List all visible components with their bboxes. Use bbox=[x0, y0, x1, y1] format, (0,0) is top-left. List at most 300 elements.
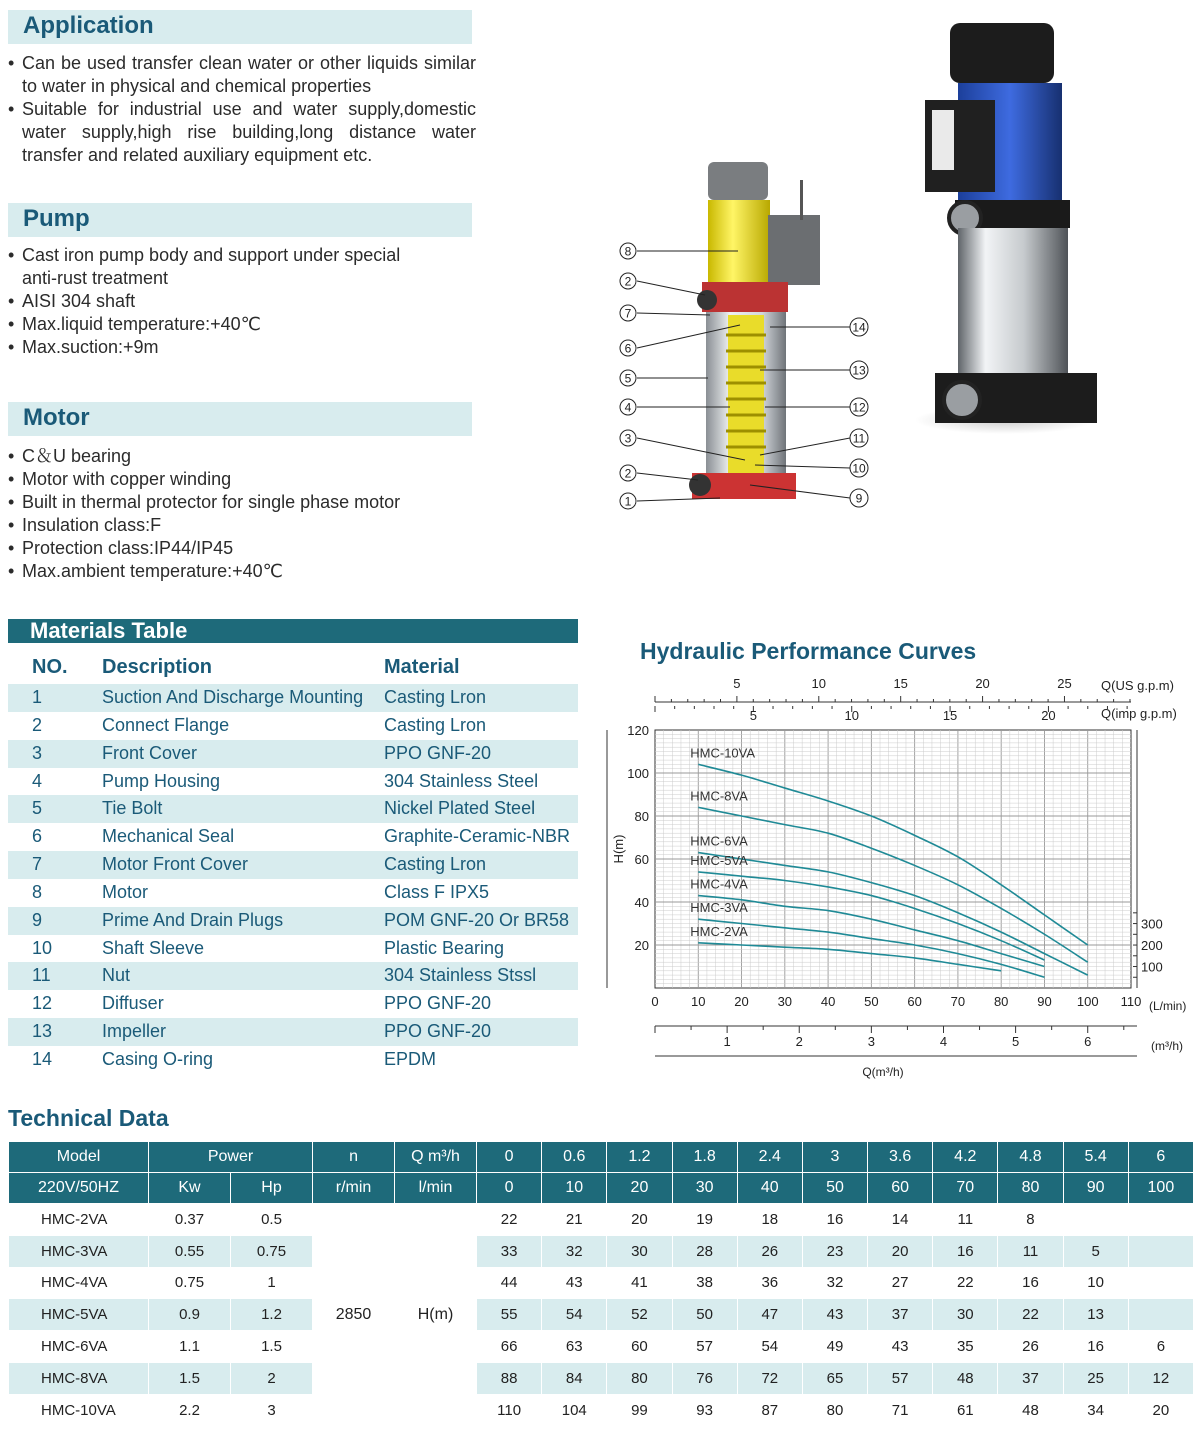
head-value-cell: 37 bbox=[868, 1299, 933, 1331]
series-label: HMC-10VA bbox=[690, 745, 756, 761]
material-no: 8 bbox=[32, 881, 43, 902]
head-value-cell bbox=[1128, 1204, 1193, 1236]
series-label: HMC-8VA bbox=[690, 788, 748, 804]
material-value: PPO GNF-20 bbox=[384, 742, 492, 763]
material-no: 11 bbox=[32, 965, 51, 986]
head-value-cell: 20 bbox=[868, 1235, 933, 1267]
head-value-cell: 43 bbox=[542, 1267, 607, 1299]
head-value-cell: 11 bbox=[933, 1204, 998, 1236]
materials-table-body bbox=[8, 684, 578, 1074]
materials-row bbox=[8, 962, 578, 990]
head-value-cell: 25 bbox=[1063, 1362, 1128, 1394]
callout-6 bbox=[620, 340, 636, 356]
material-value: Casting Lron bbox=[384, 854, 487, 875]
motor-fan-cover bbox=[950, 23, 1054, 83]
material-value: Class F IPX5 bbox=[384, 881, 490, 902]
us-gpm-axis-label: Q(US g.p.m) bbox=[1101, 678, 1174, 693]
callout-label: 14 bbox=[852, 320, 866, 335]
material-value: Casting Lron bbox=[384, 687, 487, 707]
motor-item: • Max.ambient temperature:+40℃ bbox=[8, 560, 476, 583]
material-description: Mechanical Seal bbox=[102, 826, 235, 847]
head-value-cell: 63 bbox=[542, 1331, 607, 1363]
header-cell: 0.6 bbox=[542, 1142, 607, 1173]
m3h-tick-label: 2 bbox=[795, 1034, 803, 1049]
head-value-cell: 34 bbox=[1063, 1394, 1128, 1426]
header-cell: 3.6 bbox=[868, 1142, 933, 1173]
callout-label: 11 bbox=[852, 431, 866, 446]
head-value-cell: 32 bbox=[802, 1267, 867, 1299]
material-description: Prime And Drain Plugs bbox=[102, 909, 284, 930]
material-value: EPDM bbox=[384, 1048, 437, 1069]
header-cell: Model bbox=[9, 1142, 149, 1173]
kw-cell: 0.55 bbox=[149, 1235, 231, 1267]
callout-2 bbox=[620, 273, 636, 289]
head-value-cell: 66 bbox=[477, 1331, 542, 1363]
callout-label: 10 bbox=[852, 461, 866, 476]
callout-label: 9 bbox=[855, 491, 863, 506]
hp-cell: 0.5 bbox=[231, 1204, 313, 1236]
head-value-cell: 18 bbox=[737, 1204, 802, 1236]
y-axis-label: H(m) bbox=[611, 834, 626, 864]
head-value-cell: 26 bbox=[998, 1331, 1063, 1363]
material-description: Diffuser bbox=[102, 993, 164, 1014]
material-description: Pump Housing bbox=[102, 770, 221, 791]
head-value-cell: 16 bbox=[1063, 1331, 1128, 1363]
head-value-cell: 16 bbox=[933, 1235, 998, 1267]
callout-9 bbox=[850, 489, 868, 507]
head-value-cell: 104 bbox=[542, 1394, 607, 1426]
imp-gpm-axis-label: Q(imp g.p.m) bbox=[1101, 706, 1177, 721]
pump-item: • Max.liquid temperature:+40℃ bbox=[8, 313, 438, 336]
callout-11 bbox=[850, 429, 868, 447]
table-row bbox=[9, 1331, 1194, 1363]
head-value-cell: 61 bbox=[933, 1394, 998, 1426]
header-cell: 90 bbox=[1063, 1173, 1128, 1204]
model-cell: HMC-3VA bbox=[9, 1235, 149, 1267]
pump-product-photo bbox=[910, 15, 1110, 435]
header-cell: 6 bbox=[1128, 1142, 1193, 1173]
application-item: • Suitable for industrial use and water supply,domestic water supply,high rise building,long distance water transfer and related auxiliary equipment etc. bbox=[8, 98, 476, 167]
material-value: Graphite-Ceramic-NBR bbox=[384, 826, 571, 847]
material-value: 304 Stainless Steel bbox=[384, 770, 539, 791]
head-value-cell: 35 bbox=[933, 1331, 998, 1363]
head-value-cell: 43 bbox=[802, 1299, 867, 1331]
m3h-tick-label: 6 bbox=[1084, 1034, 1092, 1049]
head-value-cell: 44 bbox=[477, 1267, 542, 1299]
callout-4 bbox=[620, 399, 636, 415]
us-gpm-tick-label: 20 bbox=[975, 676, 990, 691]
material-no: 5 bbox=[32, 798, 43, 819]
motor-body bbox=[708, 200, 770, 282]
pump-item: • Cast iron pump body and support under special anti-rust treatment bbox=[8, 244, 438, 290]
us-gpm-tick-label: 25 bbox=[1057, 676, 1072, 691]
head-value-cell: 80 bbox=[607, 1362, 672, 1394]
motor-item: • Insulation class:F bbox=[8, 514, 476, 537]
suction-port bbox=[944, 382, 980, 418]
head-value-cell: 12 bbox=[1128, 1362, 1193, 1394]
table-row bbox=[9, 1362, 1194, 1394]
head-value-cell: 30 bbox=[607, 1235, 672, 1267]
materials-row bbox=[8, 684, 578, 712]
materials-row bbox=[8, 768, 578, 796]
header-cell: Power bbox=[149, 1142, 313, 1173]
callout-label: 7 bbox=[624, 306, 632, 321]
performance-chart bbox=[600, 668, 1198, 1079]
series-label: HMC-6VA bbox=[690, 833, 748, 849]
header-cell: r/min bbox=[313, 1173, 395, 1204]
materials-row bbox=[8, 823, 578, 851]
x-tick-label: 40 bbox=[820, 994, 836, 1009]
material-description: Casing O-ring bbox=[102, 1048, 214, 1069]
pump-item: • Max.suction:+9m bbox=[8, 336, 438, 359]
head-value-cell: 6 bbox=[1128, 1331, 1193, 1363]
y2-tick-label: 300 bbox=[1141, 916, 1163, 932]
header-cell: 70 bbox=[933, 1173, 998, 1204]
header-cell: 2.4 bbox=[737, 1142, 802, 1173]
table-header-row bbox=[9, 1142, 1194, 1173]
callout-label: 5 bbox=[624, 371, 632, 386]
m3h-tick-label: 1 bbox=[723, 1034, 731, 1049]
head-value-cell: 21 bbox=[542, 1204, 607, 1236]
table-row bbox=[9, 1299, 1194, 1331]
material-description: Front Cover bbox=[102, 742, 198, 763]
head-value-cell: 54 bbox=[737, 1331, 802, 1363]
pump-item: • AISI 304 shaft bbox=[8, 290, 438, 313]
callout-1 bbox=[620, 493, 636, 509]
motor-item: • Protection class:IP44/IP45 bbox=[8, 537, 476, 560]
head-value-cell: 32 bbox=[542, 1235, 607, 1267]
material-no: 3 bbox=[32, 742, 43, 763]
head-value-cell bbox=[1063, 1204, 1128, 1236]
x-tick-label: 50 bbox=[864, 994, 879, 1009]
header-cell: 1.2 bbox=[607, 1142, 672, 1173]
kw-cell: 0.37 bbox=[149, 1204, 231, 1236]
callout-12 bbox=[850, 398, 868, 416]
head-value-cell: 110 bbox=[477, 1394, 542, 1426]
table-row bbox=[9, 1204, 1194, 1236]
header-cell: 0 bbox=[477, 1142, 542, 1173]
callout-label: 3 bbox=[624, 431, 632, 446]
head-value-cell: 65 bbox=[802, 1362, 867, 1394]
materials-row bbox=[8, 1046, 578, 1074]
application-item: • Can be used transfer clean water or other liquids similar to water in physical and chemical properties bbox=[8, 52, 476, 98]
model-cell: HMC-8VA bbox=[9, 1362, 149, 1394]
material-value: 304 Stainless Stssl bbox=[384, 965, 537, 986]
head-value-cell: 55 bbox=[477, 1299, 542, 1331]
callout-3 bbox=[620, 430, 636, 446]
head-value-cell: 20 bbox=[1128, 1394, 1193, 1426]
materials-table-header bbox=[8, 656, 578, 684]
callout-8 bbox=[620, 243, 636, 259]
hp-cell: 1.5 bbox=[231, 1331, 313, 1363]
motor-item: • C＆U bearing bbox=[8, 445, 476, 468]
technical-data-title: Technical Data bbox=[8, 1105, 169, 1131]
header-cell: 0 bbox=[477, 1173, 542, 1204]
hp-cell: 3 bbox=[231, 1394, 313, 1426]
callout-label: 2 bbox=[624, 466, 632, 481]
kw-cell: 2.2 bbox=[149, 1394, 231, 1426]
x-tick-label: 0 bbox=[651, 994, 659, 1009]
header-cell: 40 bbox=[737, 1173, 802, 1204]
callout-5 bbox=[620, 370, 636, 386]
x-tick-label: 110 bbox=[1120, 994, 1142, 1009]
material-no: 9 bbox=[32, 909, 43, 930]
head-value-cell: 26 bbox=[737, 1235, 802, 1267]
head-value-cell: 52 bbox=[607, 1299, 672, 1331]
callout-label: 8 bbox=[624, 244, 632, 259]
material-value: PPO GNF-20 bbox=[384, 1021, 492, 1042]
header-cell: l/min bbox=[395, 1173, 477, 1204]
y-tick-label: 40 bbox=[634, 895, 649, 910]
header-material: Material bbox=[384, 656, 460, 678]
callout-label: 13 bbox=[852, 363, 866, 378]
head-value-cell: 33 bbox=[477, 1235, 542, 1267]
head-value-cell: 22 bbox=[998, 1299, 1063, 1331]
head-value-cell: 57 bbox=[868, 1362, 933, 1394]
x-tick-label: 100 bbox=[1076, 994, 1099, 1009]
callout-13 bbox=[850, 361, 868, 379]
head-value-cell: 48 bbox=[998, 1394, 1063, 1426]
material-value: Plastic Bearing bbox=[384, 937, 505, 958]
head-value-cell: 87 bbox=[737, 1394, 802, 1426]
head-value-cell: 16 bbox=[802, 1204, 867, 1236]
head-unit-cell: H(m) bbox=[395, 1204, 477, 1427]
head-value-cell: 28 bbox=[672, 1235, 737, 1267]
imp-gpm-tick-label: 5 bbox=[749, 708, 757, 723]
header-cell: 3 bbox=[802, 1142, 867, 1173]
m3h-tick-label: 5 bbox=[1011, 1034, 1020, 1049]
head-value-cell: 41 bbox=[607, 1267, 672, 1299]
material-no: 4 bbox=[32, 770, 43, 791]
series-label: HMC-5VA bbox=[690, 852, 748, 868]
kw-cell: 1.5 bbox=[149, 1362, 231, 1394]
motor-list bbox=[8, 445, 476, 583]
impeller-stack bbox=[728, 315, 764, 475]
application-list bbox=[8, 52, 476, 167]
callout-label: 1 bbox=[624, 494, 632, 509]
head-value-cell: 5 bbox=[1063, 1235, 1128, 1267]
head-value-cell bbox=[1128, 1299, 1193, 1331]
y-tick-label: 60 bbox=[634, 852, 649, 867]
materials-row bbox=[8, 712, 578, 740]
material-value: Nickel Plated Steel bbox=[384, 798, 536, 819]
materials-table-title: Materials Table bbox=[8, 619, 578, 643]
speed-cell: 2850 bbox=[313, 1204, 395, 1427]
header-cell: 30 bbox=[672, 1173, 737, 1204]
series-label: HMC-2VA bbox=[690, 923, 748, 939]
callout-14 bbox=[850, 318, 868, 336]
head-value-cell: 19 bbox=[672, 1204, 737, 1236]
y-tick-label: 120 bbox=[627, 723, 649, 738]
model-cell: HMC-10VA bbox=[9, 1394, 149, 1426]
head-value-cell: 48 bbox=[933, 1362, 998, 1394]
x-tick-label: 30 bbox=[777, 994, 793, 1009]
head-value-cell: 50 bbox=[672, 1299, 737, 1331]
technical-data-table bbox=[8, 1141, 1194, 1427]
material-no: 2 bbox=[32, 714, 43, 735]
pump-cutaway-diagram bbox=[610, 155, 880, 515]
materials-row bbox=[8, 795, 578, 823]
hp-cell: 1.2 bbox=[231, 1299, 313, 1331]
head-value-cell: 27 bbox=[868, 1267, 933, 1299]
x-tick-label: 20 bbox=[734, 994, 749, 1009]
materials-row bbox=[8, 1018, 578, 1046]
motor-cap bbox=[708, 162, 768, 200]
header-no: NO. bbox=[32, 656, 68, 678]
material-no: 6 bbox=[32, 826, 43, 847]
head-value-cell: 14 bbox=[868, 1204, 933, 1236]
materials-row bbox=[8, 935, 578, 963]
material-description: Suction And Discharge Mounting bbox=[102, 687, 364, 707]
head-value-cell: 38 bbox=[672, 1267, 737, 1299]
head-value-cell: 57 bbox=[672, 1331, 737, 1363]
header-cell: 220V/50HZ bbox=[9, 1173, 149, 1204]
y2-tick-label: 200 bbox=[1141, 938, 1163, 954]
curves-title: Hydraulic Performance Curves bbox=[640, 638, 977, 664]
head-value-cell bbox=[1128, 1267, 1193, 1299]
us-gpm-tick-label: 10 bbox=[811, 676, 827, 691]
hp-cell: 1 bbox=[231, 1267, 313, 1299]
callout-label: 12 bbox=[852, 400, 866, 415]
table-header-row bbox=[9, 1173, 1194, 1204]
head-value-cell: 84 bbox=[542, 1362, 607, 1394]
material-no: 1 bbox=[32, 687, 43, 707]
imp-gpm-tick-label: 15 bbox=[942, 708, 958, 723]
pump-list bbox=[8, 244, 438, 359]
model-cell: HMC-5VA bbox=[9, 1299, 149, 1331]
material-description: Impeller bbox=[102, 1021, 167, 1042]
header-cell: 1.8 bbox=[672, 1142, 737, 1173]
materials-row bbox=[8, 990, 578, 1018]
y-tick-label: 80 bbox=[634, 809, 649, 824]
callout-label: 2 bbox=[624, 274, 632, 289]
us-gpm-tick-label: 15 bbox=[893, 676, 908, 691]
head-value-cell: 20 bbox=[607, 1204, 672, 1236]
material-value: POM GNF-20 Or BR58 bbox=[384, 909, 570, 930]
terminal-box bbox=[768, 215, 820, 285]
header-cell: 5.4 bbox=[1063, 1142, 1128, 1173]
model-cell: HMC-2VA bbox=[9, 1204, 149, 1236]
head-value-cell: 80 bbox=[802, 1394, 867, 1426]
pump-heading: Pump bbox=[8, 203, 472, 237]
x-tick-label: 80 bbox=[993, 994, 1009, 1009]
material-value: Casting Lron bbox=[384, 714, 487, 735]
kw-cell: 1.1 bbox=[149, 1331, 231, 1363]
series-label: HMC-4VA bbox=[690, 876, 748, 892]
head-value-cell: 76 bbox=[672, 1362, 737, 1394]
callout-label: 4 bbox=[624, 400, 632, 415]
head-value-cell: 72 bbox=[737, 1362, 802, 1394]
materials-row bbox=[8, 740, 578, 768]
head-value-cell: 13 bbox=[1063, 1299, 1128, 1331]
head-value-cell: 54 bbox=[542, 1299, 607, 1331]
header-cell: Hp bbox=[231, 1173, 313, 1204]
y-tick-label: 100 bbox=[627, 766, 649, 781]
head-value-cell: 22 bbox=[477, 1204, 542, 1236]
hp-cell: 0.75 bbox=[231, 1235, 313, 1267]
head-value-cell: 8 bbox=[998, 1204, 1063, 1236]
head-value-cell: 60 bbox=[607, 1331, 672, 1363]
header-cell: n bbox=[313, 1142, 395, 1173]
material-description: Shaft Sleeve bbox=[102, 937, 205, 958]
header-cell: Kw bbox=[149, 1173, 231, 1204]
stainless-housing bbox=[958, 228, 1068, 378]
x-axis-label: (L/min) bbox=[1149, 999, 1187, 1013]
head-value-cell: 23 bbox=[802, 1235, 867, 1267]
materials-row bbox=[8, 879, 578, 907]
table-row bbox=[9, 1267, 1194, 1299]
m3h-tick-label: 3 bbox=[867, 1034, 875, 1049]
head-value-cell: 22 bbox=[933, 1267, 998, 1299]
callout-label: 6 bbox=[624, 341, 632, 356]
material-description: Nut bbox=[102, 965, 131, 986]
callout-10 bbox=[850, 459, 868, 477]
materials-row bbox=[8, 907, 578, 935]
motor-item: • Motor with copper winding bbox=[8, 468, 476, 491]
header-cell: 50 bbox=[802, 1173, 867, 1204]
head-value-cell bbox=[1128, 1235, 1193, 1267]
x-tick-label: 70 bbox=[950, 994, 966, 1009]
series-label: HMC-3VA bbox=[690, 900, 748, 916]
material-description: Motor Front Cover bbox=[102, 854, 249, 875]
head-value-cell: 71 bbox=[868, 1394, 933, 1426]
motor-item: • Built in thermal protector for single phase motor bbox=[8, 491, 476, 514]
kw-cell: 0.9 bbox=[149, 1299, 231, 1331]
header-cell: 100 bbox=[1128, 1173, 1193, 1204]
head-value-cell: 36 bbox=[737, 1267, 802, 1299]
header-cell: Q m³/h bbox=[395, 1142, 477, 1173]
x-tick-label: 90 bbox=[1037, 994, 1052, 1009]
materials-row bbox=[8, 851, 578, 879]
material-no: 14 bbox=[32, 1048, 53, 1069]
imp-gpm-tick-label: 20 bbox=[1041, 708, 1056, 723]
head-value-cell: 16 bbox=[998, 1267, 1063, 1299]
material-value: PPO GNF-20 bbox=[384, 993, 492, 1014]
header-cell: 4.2 bbox=[933, 1142, 998, 1173]
header-cell: 10 bbox=[542, 1173, 607, 1204]
x-tick-label: 10 bbox=[691, 994, 706, 1009]
material-description: Connect Flange bbox=[102, 714, 230, 735]
m3h-tick-label: 4 bbox=[939, 1034, 948, 1049]
x-tick-label: 60 bbox=[907, 994, 922, 1009]
material-description: Tie Bolt bbox=[102, 798, 163, 819]
callout-7 bbox=[620, 305, 636, 321]
head-value-cell: 30 bbox=[933, 1299, 998, 1331]
us-gpm-tick-label: 5 bbox=[733, 676, 741, 691]
material-description: Motor bbox=[102, 881, 149, 902]
header-cell: 4.8 bbox=[998, 1142, 1063, 1173]
head-value-cell: 49 bbox=[802, 1331, 867, 1363]
y2-tick-label: 100 bbox=[1141, 959, 1163, 975]
head-value-cell: 10 bbox=[1063, 1267, 1128, 1299]
head-value-cell: 93 bbox=[672, 1394, 737, 1426]
model-cell: HMC-4VA bbox=[9, 1267, 149, 1299]
table-row bbox=[9, 1394, 1194, 1426]
kw-cell: 0.75 bbox=[149, 1267, 231, 1299]
material-no: 7 bbox=[32, 854, 43, 875]
head-value-cell: 37 bbox=[998, 1362, 1063, 1394]
head-value-cell: 47 bbox=[737, 1299, 802, 1331]
head-value-cell: 88 bbox=[477, 1362, 542, 1394]
material-no: 12 bbox=[32, 993, 53, 1014]
header-description: Description bbox=[102, 656, 213, 678]
head-value-cell: 11 bbox=[998, 1235, 1063, 1267]
imp-gpm-tick-label: 10 bbox=[844, 708, 859, 723]
y-tick-label: 20 bbox=[634, 938, 649, 953]
hp-cell: 2 bbox=[231, 1362, 313, 1394]
header-cell: 60 bbox=[868, 1173, 933, 1204]
application-heading: Application bbox=[8, 10, 472, 44]
